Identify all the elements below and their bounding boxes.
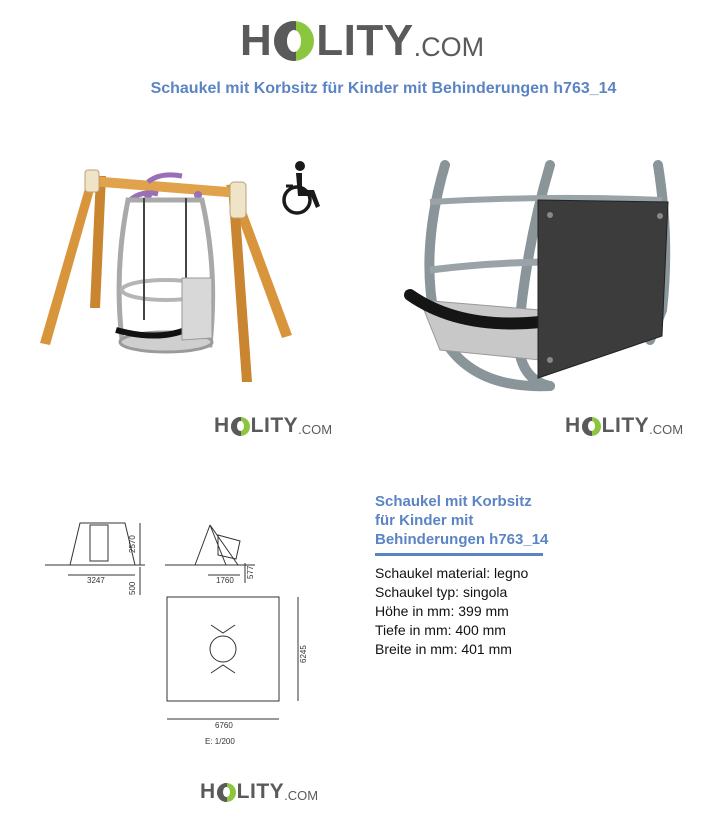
side-basket [218, 535, 240, 559]
dim-label: 500 [128, 581, 137, 595]
logo-letters: LITY [250, 414, 299, 437]
brand-logo[interactable] [214, 414, 332, 438]
spec-item: Breite in mm: 401 mm [375, 641, 512, 657]
hanger [148, 175, 182, 182]
logo-o-mark [217, 783, 236, 802]
logo-com: .COM [413, 31, 485, 62]
back-panel [538, 200, 668, 378]
dim-label: 1760 [216, 576, 234, 585]
spec-item: Schaukel typ: singola [375, 584, 508, 600]
dim-label: 577 [246, 565, 255, 579]
spec-item: Höhe in mm: 399 mm [375, 603, 509, 619]
front-frame [70, 523, 135, 565]
scale-label: E: 1/200 [205, 737, 235, 746]
end-plaque [85, 170, 99, 192]
technical-drawing [40, 515, 320, 755]
wood-leg [90, 176, 106, 308]
product-title-line: Behinderungen h763_14 [375, 531, 549, 548]
product-title-line: für Kinder mit [375, 512, 474, 529]
logo-o-mark [582, 417, 601, 436]
page-title: Schaukel mit Korbsitz für Kinder mit Behinderungen h763_14 [150, 80, 617, 97]
logo-com: .COM [298, 421, 333, 437]
logo-letter-h: H [565, 414, 581, 437]
front-basket [90, 525, 108, 561]
logo-letter-h: H [240, 16, 273, 65]
logo-letters: LITY [316, 16, 414, 65]
logo-com: .COM [284, 787, 319, 803]
logo-letters: LITY [236, 780, 285, 803]
spec-item: Schaukel material: legno [375, 565, 529, 581]
dim-label: 6245 [299, 645, 308, 663]
swing-illustration [30, 160, 310, 390]
logo-o-mark [274, 21, 314, 61]
side-frame [195, 525, 238, 565]
dim-label: 2570 [128, 535, 137, 553]
dim-label: 3247 [87, 576, 105, 585]
seat-back [182, 278, 212, 340]
logo-letter-h: H [214, 414, 230, 437]
dim-label: 6760 [215, 721, 233, 730]
logo-com: .COM [649, 421, 684, 437]
plan-frame [211, 625, 235, 673]
wood-leg [40, 176, 98, 345]
brand-logo[interactable] [200, 780, 318, 804]
plan-area [167, 597, 279, 701]
logo-letter-h: H [200, 780, 216, 803]
brand-logo[interactable] [565, 414, 683, 438]
logo-letters: LITY [601, 414, 650, 437]
plan-seat [210, 636, 236, 662]
wheelchair-icon [278, 160, 324, 218]
spec-item: Tiefe in mm: 400 mm [375, 622, 506, 638]
logo-o-mark [231, 417, 250, 436]
product-title-line: Schaukel mit Korbsitz [375, 493, 532, 510]
wood-beam [90, 176, 240, 198]
title-divider [375, 553, 543, 556]
end-plaque [230, 182, 246, 218]
product-title [375, 492, 635, 549]
seat-closeup-illustration [400, 160, 690, 400]
brand-logo[interactable] [240, 16, 484, 66]
spec-list [375, 564, 528, 659]
